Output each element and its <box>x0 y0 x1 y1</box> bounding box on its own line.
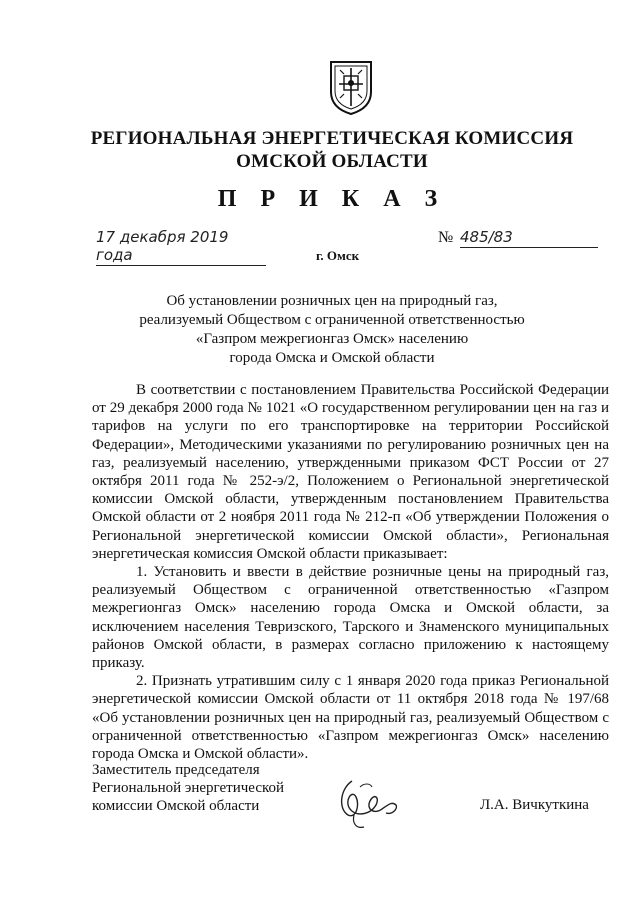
preamble-paragraph: В соответствии с постановлением Правительства Российской Федерации от 29 декабря 2000 года № 1021 «О государственном регулировании цен на газ и тарифов на услуги по его транспортировке на территории Российской Федерации», Методическими указаниями по регулированию розничных цен на газ, реализуемый населению, утвержденными приказом ФСТ России от 27 октября 2011 года № 252-э/2, Положением о Региональной энергетической комиссии Омской области, утвержденным постановлением Правительства Омской области от 2 ноября 2011 года № 212-п «Об утверждении Положения о Региональной энергетической комиссии Омской области», Региональная энергетическая комиссия Омской области приказывает: <box>92 382 609 562</box>
signatory-title-line: комиссии Омской области <box>92 798 260 814</box>
document-type: П Р И К А З <box>217 186 447 212</box>
order-number: 485/83 <box>460 228 540 248</box>
signatory-title-line: Региональной энергетической <box>92 780 285 796</box>
subject-line: «Газпром межрегионгаз Омск» населению <box>195 331 469 347</box>
clause-1: 1. Установить и ввести в действие розничные цены на природный газ, реализуемый Обществом с ограниченной ответственностью «Газпром межрегионгаз Омск» населению города Омска и Омской области, за исключением населения Тевризского, Тарского и Знаменского муниципальных районов Омской области, в размерах согласно приложению к настоящему приказу. <box>92 564 609 672</box>
org-name-line1: РЕГИОНАЛЬНАЯ ЭНЕРГЕТИЧЕСКАЯ КОМИССИЯ <box>90 128 574 149</box>
subject-line: реализуемый Обществом с ограниченной ответственностью <box>139 312 525 328</box>
city: г. Омск <box>316 248 360 263</box>
coat-of-arms-icon <box>326 58 376 116</box>
subject-line: Об установлении розничных цен на природный газ, <box>166 293 498 309</box>
signatory-title-line: Заместитель председателя <box>92 762 260 778</box>
signatory-name: Л.А. Вичкуткина <box>480 797 589 813</box>
order-subject <box>12 292 640 368</box>
order-date: 17 декабря 2019 года <box>96 228 266 266</box>
handwritten-signature <box>330 775 410 833</box>
signatory-title <box>92 761 284 815</box>
order-number-label: № <box>438 229 454 246</box>
subject-line: города Омска и Омской области <box>229 350 435 366</box>
order-number-underline <box>540 247 598 248</box>
order-body <box>92 381 609 763</box>
org-name-line2: ОМСКОЙ ОБЛАСТИ <box>236 151 428 172</box>
clause-2: 2. Признать утратившим силу с 1 января 2020 года приказ Региональной энергетической комиссии Омской области от 11 октября 2018 года № 197/68 «Об установлении розничных цен на природный газ, реализуемый Обществом с ограниченной ответственностью «Газпром межрегионгаз Омск» населению города Омска и Омской области». <box>92 673 609 763</box>
